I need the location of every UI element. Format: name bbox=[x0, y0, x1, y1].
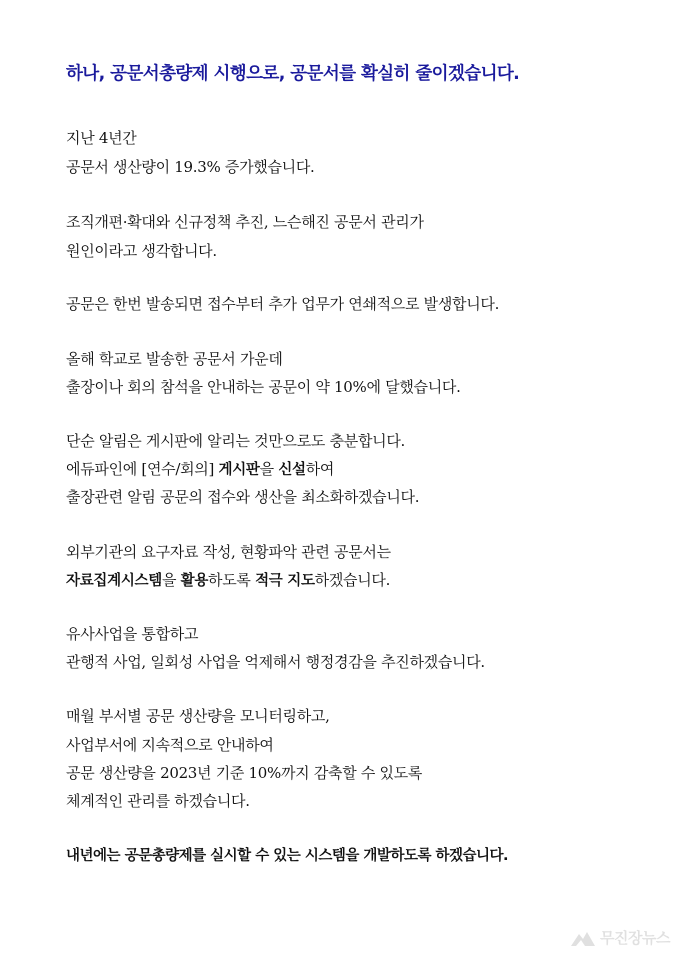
watermark bbox=[570, 927, 670, 948]
paragraph-line: 외부기관의 요구자료 작성, 현황파악 관련 공문서는 bbox=[66, 543, 391, 561]
paragraph-line: 매월 부서별 공문 생산량을 모니터링하고, bbox=[66, 707, 330, 725]
paragraph-line: 관행적 사업, 일회성 사업을 억제해서 행정경감을 추진하겠습니다. bbox=[66, 653, 485, 671]
paragraph-line bbox=[66, 570, 390, 591]
paragraph-line: 공문서 생산량이 19.3% 증가했습니다. bbox=[66, 158, 315, 176]
page-title: 하나, 공문서총량제 시행으로, 공문서를 확실히 줄이겠습니다. bbox=[66, 64, 520, 84]
bold-text: 자료집계시스템 bbox=[66, 573, 162, 589]
text-segment: 에듀파인에 [연수/회의] bbox=[66, 460, 219, 478]
paragraph-line: 단순 알림은 게시판에 알리는 것만으로도 충분합니다. bbox=[66, 432, 405, 450]
text-segment: 하겠습니다. bbox=[314, 571, 391, 589]
text-segment: 하도록 bbox=[208, 571, 256, 589]
paragraph-line: 공문 생산량을 2023년 기준 10%까지 감축할 수 있도록 bbox=[66, 764, 423, 782]
paragraph-line bbox=[66, 459, 334, 480]
mountain-logo-icon bbox=[570, 929, 596, 947]
paragraph-line: 유사사업을 통합하고 bbox=[66, 625, 199, 643]
paragraph-line: 조직개편·확대와 신규정책 추진, 느슨해진 공문서 관리가 bbox=[66, 213, 424, 231]
paragraph-line: 사업부서에 지속적으로 안내하여 bbox=[66, 736, 274, 754]
bold-text: 신설 bbox=[278, 462, 306, 478]
paragraph-line: 출장이나 회의 참석을 안내하는 공문이 약 10%에 달했습니다. bbox=[66, 378, 461, 396]
paragraph-line: 원인이라고 생각합니다. bbox=[66, 242, 217, 260]
paragraph-line: 지난 4년간 bbox=[66, 129, 137, 147]
paragraph-line: 올해 학교로 발송한 공문서 가운데 bbox=[66, 350, 283, 368]
paragraph-line: 출장관련 알림 공문의 접수와 생산을 최소화하겠습니다. bbox=[66, 488, 420, 506]
bold-text: 활용 bbox=[180, 573, 209, 589]
paragraph-line: 공문은 한번 발송되면 접수부터 추가 업무가 연쇄적으로 발생합니다. bbox=[66, 295, 500, 313]
text-segment: 을 bbox=[161, 571, 181, 589]
paragraph-line: 체계적인 관리를 하겠습니다. bbox=[66, 792, 250, 810]
text-segment: 을 bbox=[259, 460, 279, 478]
bold-text: 적극 지도 bbox=[255, 573, 315, 589]
closing-statement: 내년에는 공문총량제를 실시할 수 있는 시스템을 개발하도록 하겠습니다. bbox=[66, 848, 509, 864]
text-segment: 하여 bbox=[305, 460, 335, 478]
bold-text: 게시판 bbox=[218, 462, 260, 478]
watermark-text: 무진장뉴스 bbox=[600, 929, 670, 947]
